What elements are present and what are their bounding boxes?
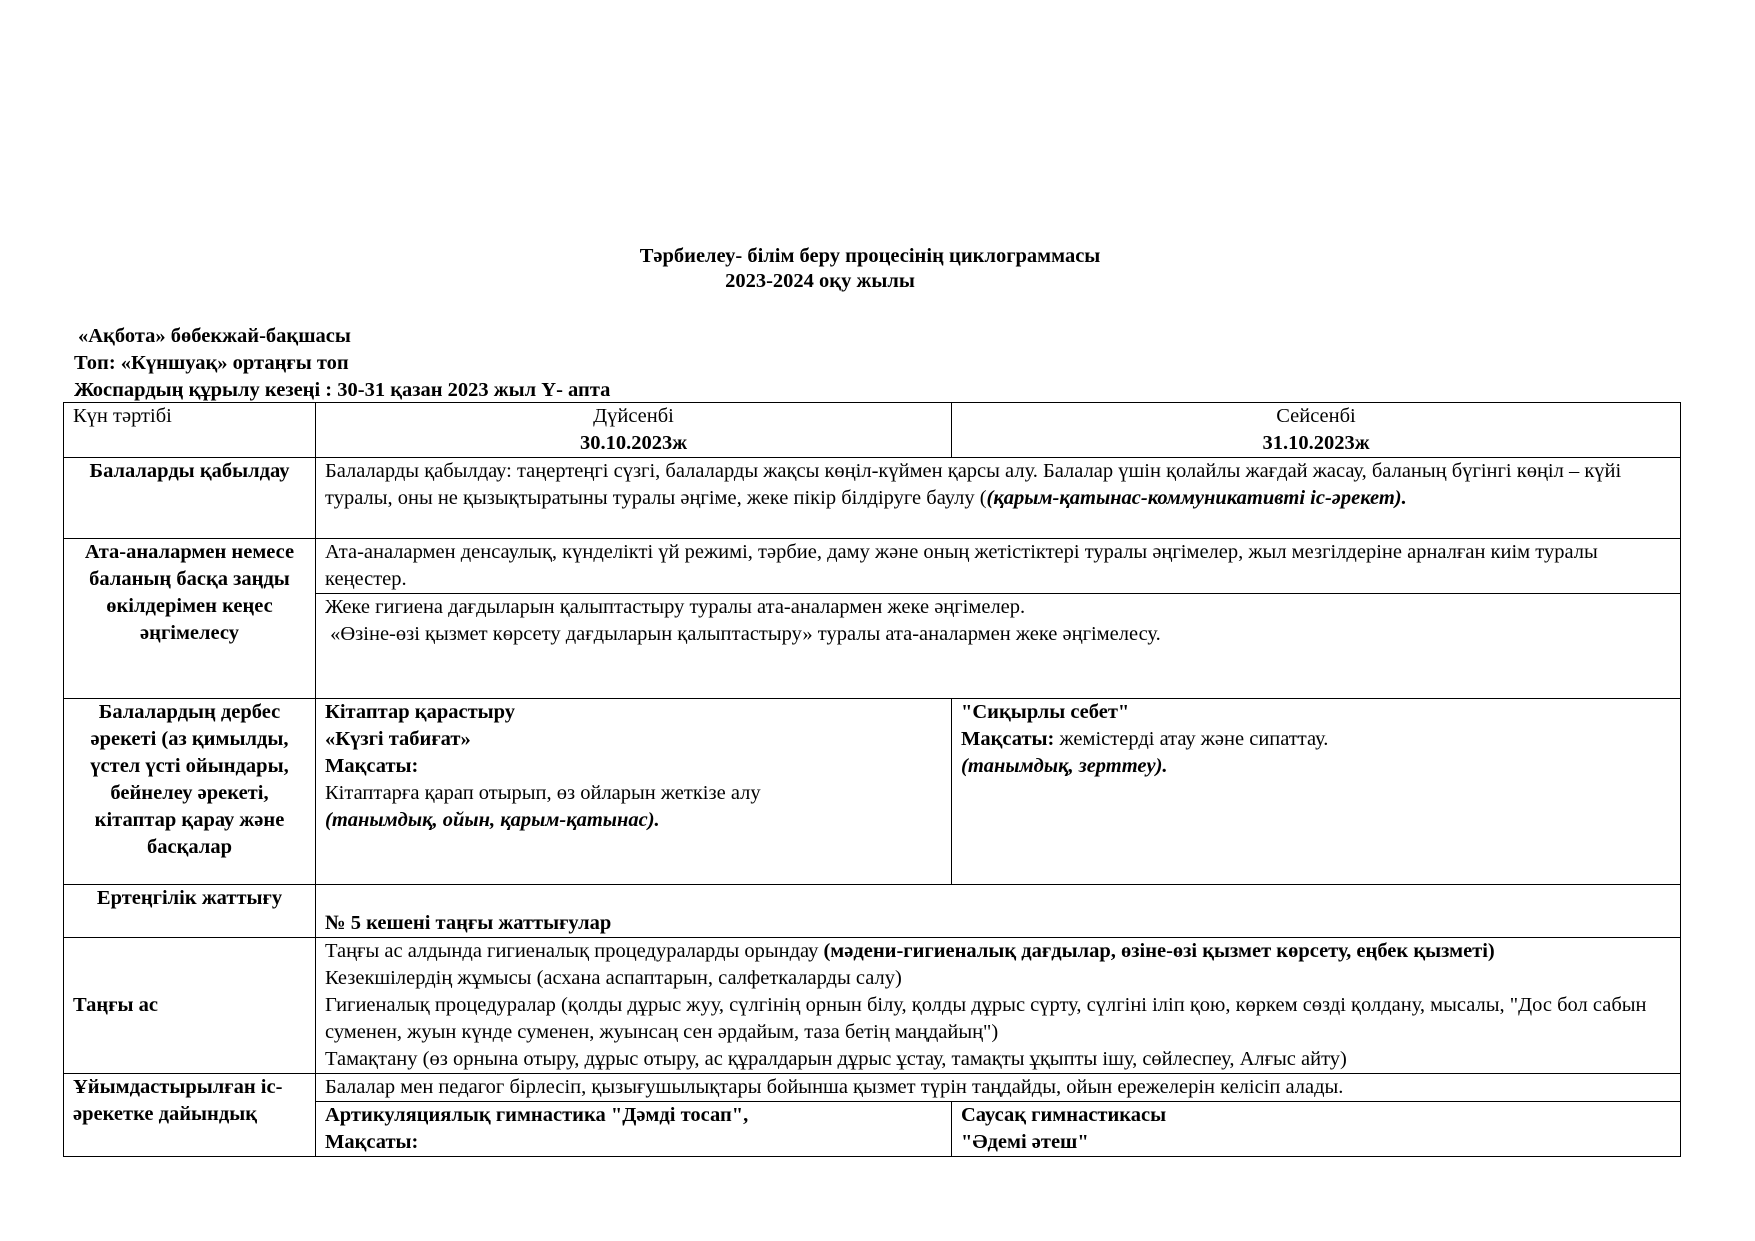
- row-label-independent: Балалардың дербес әрекеті (аз қимылды, үстел үсті ойындары, бейнелеу әрекеті, кітаптар қарау және басқалар: [64, 699, 316, 885]
- monday-activity-title: Кітаптар қарастыру: [325, 701, 516, 723]
- kindergarten-name: «Ақбота» бөбекжай-бақшасы: [78, 325, 351, 347]
- table-row: [64, 885, 1681, 938]
- tuesday-prep-subtitle: "Әдемі әтеш": [961, 1131, 1089, 1153]
- breakfast-line-1-bold: (мәдени-гигиеналық дағдылар, өзіне-өзі қызмет көрсету, еңбек қызметі): [823, 940, 1495, 962]
- breakfast-cell: [316, 938, 1681, 1074]
- breakfast-line-3: Гигиеналық процедуралар (қолды дұрыс жуу, сүлгінің орнын білу, қолды дұрыс сүрту, сүлгіні іліп қою, көркем сөзді қолдану, мысалы, "Дос бол сабын суменен, жуын күнде суменен, жуынсаң сен әрдайым, таза бетің маңдайың"): [325, 994, 1647, 1043]
- table-row: [64, 938, 1681, 1074]
- prep-common-text: Балалар мен педагог бірлесіп, қызығушылықтары бойынша қызмет түрін таңдайды, ойын ережелерін келісіп алады.: [325, 1076, 1344, 1098]
- parents-text-1: Ата-аналармен денсаулық, күнделікті үй режимі, тәрбие, даму және оның жетістіктері туралы әңгімелер, жыл мезгілдеріне арналған киім туралы кеңестер.: [325, 541, 1598, 590]
- academic-year: 2023-2024 оқу жылы: [725, 270, 915, 292]
- monday-prep-title: Артикуляциялық гимнастика "Дәмді тосап",: [325, 1104, 749, 1126]
- monday-areas: (танымдық, ойын, қарым-қатынас).: [325, 809, 660, 831]
- table-row: [64, 539, 1681, 594]
- table-row: [64, 458, 1681, 539]
- monday-name: Дүйсенбі: [593, 405, 674, 427]
- table-row: [64, 1074, 1681, 1102]
- row-label-reception: Балаларды қабылдау: [64, 458, 316, 539]
- tuesday-areas: (танымдық, зерттеу).: [961, 755, 1168, 777]
- tuesday-name: Сейсенбі: [1276, 405, 1356, 427]
- tuesday-goal: жемістерді атау және сипаттау.: [1054, 728, 1329, 750]
- row-label-prep: Ұйымдастырылған іс-әрекетке дайындық: [64, 1074, 316, 1157]
- breakfast-line-1: Таңғы ас алдында гигиеналық процедураларды орындау: [325, 940, 824, 962]
- monday-header-cell: [316, 403, 952, 458]
- parents-text-2a: Жеке гигиена дағдыларын қалыптастыру туралы ата-аналармен жеке әңгімелер.: [325, 596, 1026, 618]
- parents-text-cell: [316, 539, 1681, 594]
- breakfast-line-2: Кезекшілердің жұмысы (асхана аспаптарын, салфеткаларды салу): [325, 967, 902, 989]
- schedule-header-cell: [64, 403, 316, 458]
- breakfast-line-4: Тамақтану (өз орнына отыру, дұрыс отыру, ас құралдарын дұрыс ұстау, тамақты ұқыпты ішу, сөйлеспеу, Алғыс айту): [325, 1048, 1347, 1070]
- tuesday-goal-label: Мақсаты:: [961, 728, 1055, 750]
- document-title: Тәрбиелеу- білім беру процесінің циклограммасы: [639, 245, 1101, 267]
- table-header-row: [64, 403, 1681, 458]
- schedule-header: Күн тәртібі: [73, 405, 172, 427]
- parents-text-2b: «Өзіне-өзі қызмет көрсету дағдыларын қалыптастыру» туралы ата-аналармен жеке әңгімелесу.: [325, 623, 1161, 645]
- tuesday-prep-cell: [952, 1102, 1681, 1157]
- monday-independent-cell: [316, 699, 952, 885]
- tuesday-activity-title: "Сиқырлы себет": [961, 701, 1130, 723]
- row-label-breakfast: Таңғы ас: [64, 938, 316, 1074]
- tuesday-prep-title: Саусақ гимнастикасы: [961, 1104, 1167, 1126]
- reception-text-cell: [316, 458, 1681, 539]
- row-label-exercise: Ертеңгілік жаттығу: [64, 885, 316, 938]
- planning-period: Жоспардың құрылу кезеңі : 30-31 қазан 2023 жыл Ү- апта: [74, 379, 611, 401]
- exercise-text: № 5 кешені таңғы жаттығулар: [325, 912, 612, 934]
- reception-areas: (қарым-қатынас-коммуникативті іс-әрекет).: [986, 487, 1407, 509]
- tuesday-date: 31.10.2023ж: [1262, 432, 1370, 454]
- tuesday-independent-cell: [952, 699, 1681, 885]
- group-name: Топ: «Күншуақ» ортаңғы топ: [74, 352, 349, 374]
- prep-common-cell: [316, 1074, 1681, 1102]
- monday-activity-subtitle: «Күзгі табиғат»: [325, 728, 471, 750]
- tuesday-header-cell: [952, 403, 1681, 458]
- monday-prep-goal-label: Мақсаты:: [325, 1131, 419, 1153]
- monday-date: 30.10.2023ж: [579, 432, 688, 454]
- cyclogram-table: [63, 402, 1681, 1157]
- monday-goal: Кітаптарға қарап отырып, өз ойларын жеткізе алу: [325, 782, 761, 804]
- monday-goal-label: Мақсаты:: [325, 755, 419, 777]
- parents-individual-cell: [316, 594, 1681, 699]
- table-row: [64, 699, 1681, 885]
- exercise-cell: [316, 885, 1681, 938]
- reception-text: Балаларды қабылдау: таңертеңгі сүзгі, балаларды жақсы көңіл-күймен қарсы алу. Балалар үшін қолайлы жағдай жасау, баланың бүгінгі көңіл – күйі туралы, оны не қызықтыратыны туралы әңгіме, жеке пікір білдіруге баулу (: [325, 460, 1622, 509]
- monday-prep-cell: [316, 1102, 952, 1157]
- row-label-parents: Ата-аналармен немесе баланың басқа заңды өкілдерімен кеңес әңгімелесу: [64, 539, 316, 699]
